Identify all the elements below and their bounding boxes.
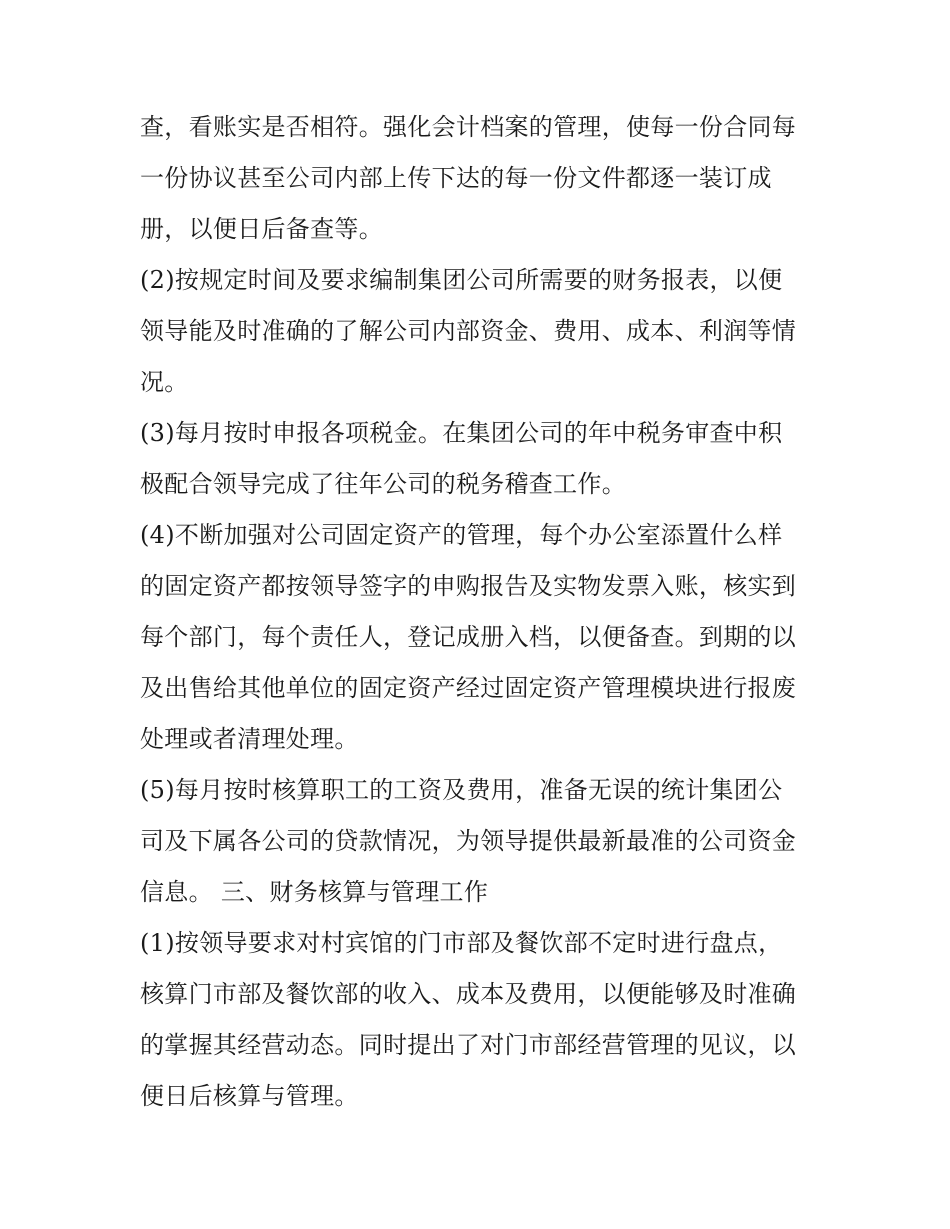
text-line: (5)每月按时核算职工的工资及费用，准备无误的统计集团公 bbox=[140, 776, 783, 804]
text-line: (3)每月按时申报各项税金。在集团公司的年中税务审查中积 bbox=[140, 419, 783, 447]
text-line: 核算门市部及餐饮部的收入、成本及费用，以便能够及时准确 bbox=[140, 980, 797, 1008]
text-line: (2)按规定时间及要求编制集团公司所需要的财务报表，以便 bbox=[140, 266, 783, 294]
text-line: 的固定资产都按领导签字的申购报告及实物发票入账，核实到 bbox=[140, 572, 797, 600]
text-line: (1)按领导要求对村宾馆的门市部及餐饮部不定时进行盘点， bbox=[140, 929, 783, 957]
text-line: 册，以便日后备查等。 bbox=[140, 215, 383, 243]
text-line: 一份协议甚至公司内部上传下达的每一份文件都逐一装订成 bbox=[140, 164, 772, 192]
text-line: 每个部门，每个责任人，登记成册入档，以便备查。到期的以 bbox=[140, 623, 797, 651]
document-body bbox=[140, 102, 820, 1122]
text-line: 极配合领导完成了往年公司的税务稽查工作。 bbox=[140, 470, 626, 498]
text-line: 及出售给其他单位的固定资产经过固定资产管理模块进行报废 bbox=[140, 674, 797, 702]
text-line: 的掌握其经营动态。同时提出了对门市部经营管理的见议，以 bbox=[140, 1031, 797, 1059]
text-line: 处理或者清理处理。 bbox=[140, 725, 359, 753]
text-line: 信息。 三、财务核算与管理工作 bbox=[140, 878, 489, 906]
text-line: 司及下属各公司的贷款情况，为领导提供最新最准的公司资金 bbox=[140, 827, 797, 855]
text-line: (4)不断加强对公司固定资产的管理，每个办公室添置什么样 bbox=[140, 521, 783, 549]
text-line: 便日后核算与管理。 bbox=[140, 1082, 359, 1110]
text-line: 领导能及时准确的了解公司内部资金、费用、成本、利润等情 bbox=[140, 317, 797, 345]
text-line: 查，看账实是否相符。强化会计档案的管理，使每一份合同每 bbox=[140, 113, 797, 141]
text-line: 况。 bbox=[140, 368, 189, 396]
